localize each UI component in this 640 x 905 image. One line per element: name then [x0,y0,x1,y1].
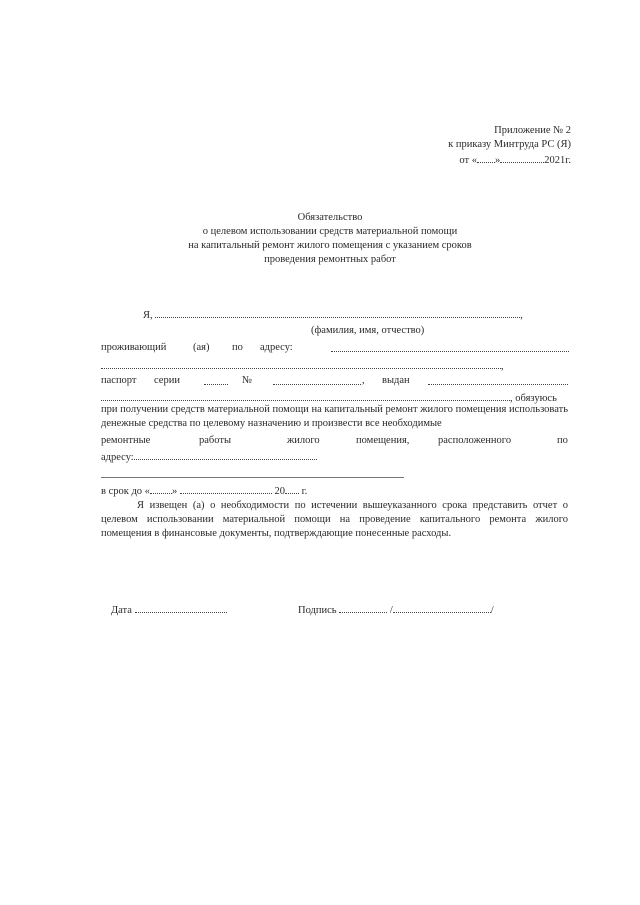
repairs-word-1: ремонтные [101,435,151,446]
date-label: Дата [111,605,132,616]
appendix-date: от « » 2021г. [448,152,571,168]
issued-blank[interactable] [428,374,568,385]
repairs-word-3: жилого [287,435,320,446]
deadline-month-blank[interactable] [180,483,272,494]
number-label: № [242,375,253,386]
address-blank-2[interactable] [101,358,501,369]
fio-blank[interactable] [155,307,520,318]
residing-word-3: по [232,342,243,353]
title-line-3: на капитальный ремонт жилого помещения с указанием сроков [188,240,472,251]
repairs-word-5: расположенного [438,435,512,446]
repair-address-blank[interactable] [134,449,317,460]
notice-paragraph: Я извещен (а) о необходимости по истечении вышеуказанного срока представить отчет о целевом использовании материальной помощи на проведение капитального ремонта жилого помещения в финансовые документы, подтверждающие понесенные расходы. [101,500,568,539]
deadline-year: 20 [274,486,285,497]
repairs-word-6: по [557,435,568,446]
obligation-paragraph: при получении средств материальной помощи на капитальный ремонт жилого помещения использовать денежные средства по целевому назначению и произвести все необходимые [101,404,568,429]
repairs-word-4: помещения, [356,435,410,446]
appendix-day-blank [477,152,495,163]
passport-label: паспорт [101,375,137,386]
residing-word-1: проживающий [101,342,167,353]
repair-address-label: адресу: [101,452,134,463]
appendix-number: Приложение № 2 [494,125,571,136]
deadline-prefix: в срок до « [101,486,150,497]
signature-blank[interactable] [339,602,387,613]
number-blank[interactable] [273,374,361,385]
residing-word-2: (ая) [193,342,210,353]
repairs-word-2: работы [199,435,232,446]
title-line-2: о целевом использовании средств материальной помощи [202,226,458,237]
deadline-mid: » [171,486,178,497]
title-line-4: проведения ремонтных работ [264,254,396,265]
appendix-order: к приказу Минтруда РС (Я) [448,139,571,150]
obliged-label: , обязуюсь [510,393,557,404]
issued-label: выдан [382,375,410,386]
document-title [150,211,510,267]
signature-slash-1: / [389,605,393,616]
deadline-row [101,483,568,498]
title-line-1: Обязательство [297,212,363,223]
signature-label: Подпись [298,605,337,616]
signature-slash-2: / [490,605,494,616]
date-field [111,602,227,617]
appendix-month-blank [500,152,544,163]
repair-address-row-2 [101,467,568,482]
date-blank[interactable] [135,602,227,613]
address-row-2: , [101,358,568,373]
fio-row: Я, , [143,307,553,322]
deadline-suffix: г. [301,486,308,497]
deadline-year-blank[interactable] [285,483,299,494]
series-label: серии [154,375,180,386]
issued-blank-2[interactable] [101,390,510,401]
fio-hint: (фамилия, имя, отчество) [311,325,425,336]
residing-word-4: адресу: [260,342,293,353]
appendix-header [448,124,571,168]
repair-address-row [101,449,568,464]
series-blank[interactable] [204,374,228,385]
ya-label: Я, [143,310,153,321]
document-page: Приложение № 2 к приказу Минтруда РС (Я) от « » 2021г. Обязательство о целевом использовании средств материальной помощи на капитальный ремонт жилого помещения с указанием сроков проведения ремонтных работ Я, , (фамилия, имя, отчество) проживающий (ая) по адресу: , паспорт серии № , выдан , обязуюсь при получении средств материальной помощи на капитальный ремонт жилого помещения использовать денежные средства по целевому назначению и произвести все необходимые ремонтные работы жилого помещения, расположенного по адресу: в срок до « » 20 г. Я извещен (а) о необходимости по истечении вышеуказанного срока представить отчет о целевом использовании материальной помощи на проведение капитального ремонта жилого помещения в финансовые документы, подтверждающие понесенные расходы. Дата Подпись / / [101,125,571,616]
signature-field [298,602,494,617]
deadline-day-blank[interactable] [150,483,172,494]
repair-address-blank-2[interactable] [101,467,404,478]
address-blank-1[interactable] [331,341,569,352]
signature-name-blank[interactable] [393,602,491,613]
